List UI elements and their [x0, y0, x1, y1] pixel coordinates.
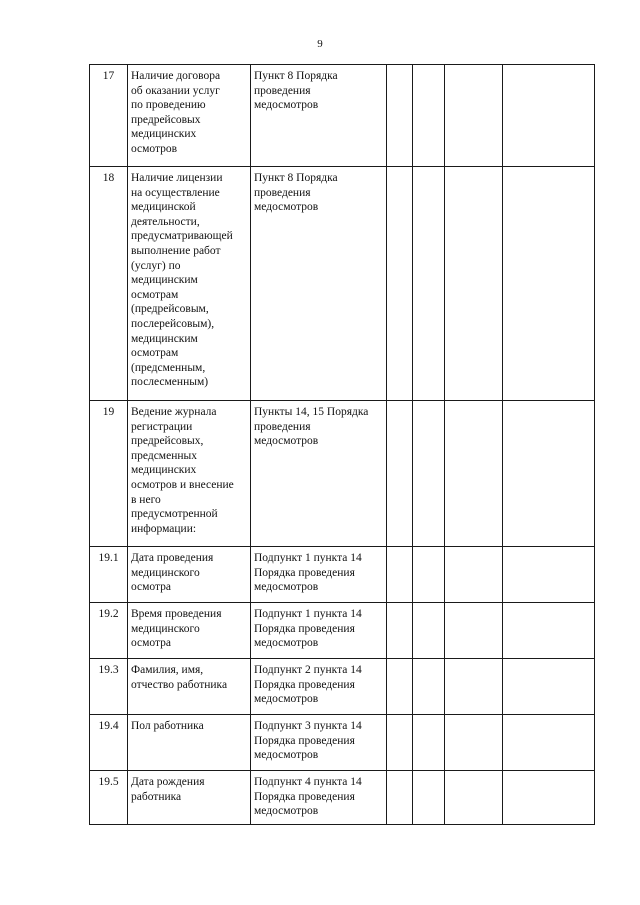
row-number: 19.5	[90, 771, 128, 825]
legal-reference: Подпункт 4 пункта 14 Порядка проведения медосмотров	[251, 771, 387, 825]
legal-reference: Подпункт 1 пункта 14 Порядка проведения медосмотров	[251, 547, 387, 603]
empty-cell	[413, 65, 445, 167]
table-row	[90, 715, 595, 771]
row-number: 19.1	[90, 547, 128, 603]
row-number: 19.2	[90, 603, 128, 659]
legal-reference: Подпункт 3 пункта 14 Порядка проведения медосмотров	[251, 715, 387, 771]
empty-cell	[503, 715, 595, 771]
row-number: 19	[90, 401, 128, 547]
empty-cell	[387, 659, 413, 715]
empty-cell	[445, 547, 503, 603]
empty-cell	[503, 603, 595, 659]
requirement-text: Наличие лицензии на осуществление медицинской деятельности, предусматривающей выполнение работ (услуг) по медицинским осмотрам (предрейсовым, послерейсовым), медицинским осмотрам (предсменным, послесменным)	[128, 167, 251, 401]
empty-cell	[387, 167, 413, 401]
legal-reference: Подпункт 2 пункта 14 Порядка проведения медосмотров	[251, 659, 387, 715]
empty-cell	[503, 659, 595, 715]
empty-cell	[445, 167, 503, 401]
table-row	[90, 659, 595, 715]
empty-cell	[413, 167, 445, 401]
empty-cell	[445, 715, 503, 771]
row-number: 19.4	[90, 715, 128, 771]
empty-cell	[413, 771, 445, 825]
empty-cell	[503, 167, 595, 401]
legal-reference: Подпункт 1 пункта 14 Порядка проведения медосмотров	[251, 603, 387, 659]
empty-cell	[503, 401, 595, 547]
empty-cell	[413, 401, 445, 547]
empty-cell	[503, 771, 595, 825]
empty-cell	[445, 401, 503, 547]
table-row	[90, 771, 595, 825]
table-row	[90, 547, 595, 603]
empty-cell	[413, 659, 445, 715]
empty-cell	[503, 65, 595, 167]
table-row	[90, 401, 595, 547]
empty-cell	[413, 603, 445, 659]
requirement-text: Фамилия, имя, отчество работника	[128, 659, 251, 715]
table-row	[90, 167, 595, 401]
requirements-table	[89, 64, 595, 825]
page-number: 9	[317, 38, 323, 50]
empty-cell	[387, 401, 413, 547]
empty-cell	[413, 547, 445, 603]
empty-cell	[387, 65, 413, 167]
empty-cell	[445, 65, 503, 167]
empty-cell	[413, 715, 445, 771]
empty-cell	[387, 715, 413, 771]
empty-cell	[387, 547, 413, 603]
row-number: 17	[90, 65, 128, 167]
empty-cell	[445, 771, 503, 825]
requirement-text: Дата проведения медицинского осмотра	[128, 547, 251, 603]
requirement-text: Ведение журнала регистрации предрейсовых, предсменных медицинских осмотров и внесение в него предусмотренной информации:	[128, 401, 251, 547]
table-row	[90, 65, 595, 167]
table-row	[90, 603, 595, 659]
legal-reference: Пункт 8 Порядка проведения медосмотров	[251, 167, 387, 401]
row-number: 19.3	[90, 659, 128, 715]
legal-reference: Пункт 8 Порядка проведения медосмотров	[251, 65, 387, 167]
requirement-text: Дата рождения работника	[128, 771, 251, 825]
row-number: 18	[90, 167, 128, 401]
empty-cell	[387, 771, 413, 825]
requirement-text: Пол работника	[128, 715, 251, 771]
requirement-text: Наличие договора об оказании услуг по проведению предрейсовых медицинских осмотров	[128, 65, 251, 167]
empty-cell	[387, 603, 413, 659]
requirement-text: Время проведения медицинского осмотра	[128, 603, 251, 659]
empty-cell	[445, 603, 503, 659]
empty-cell	[503, 547, 595, 603]
legal-reference: Пункты 14, 15 Порядка проведения медосмотров	[251, 401, 387, 547]
empty-cell	[445, 659, 503, 715]
